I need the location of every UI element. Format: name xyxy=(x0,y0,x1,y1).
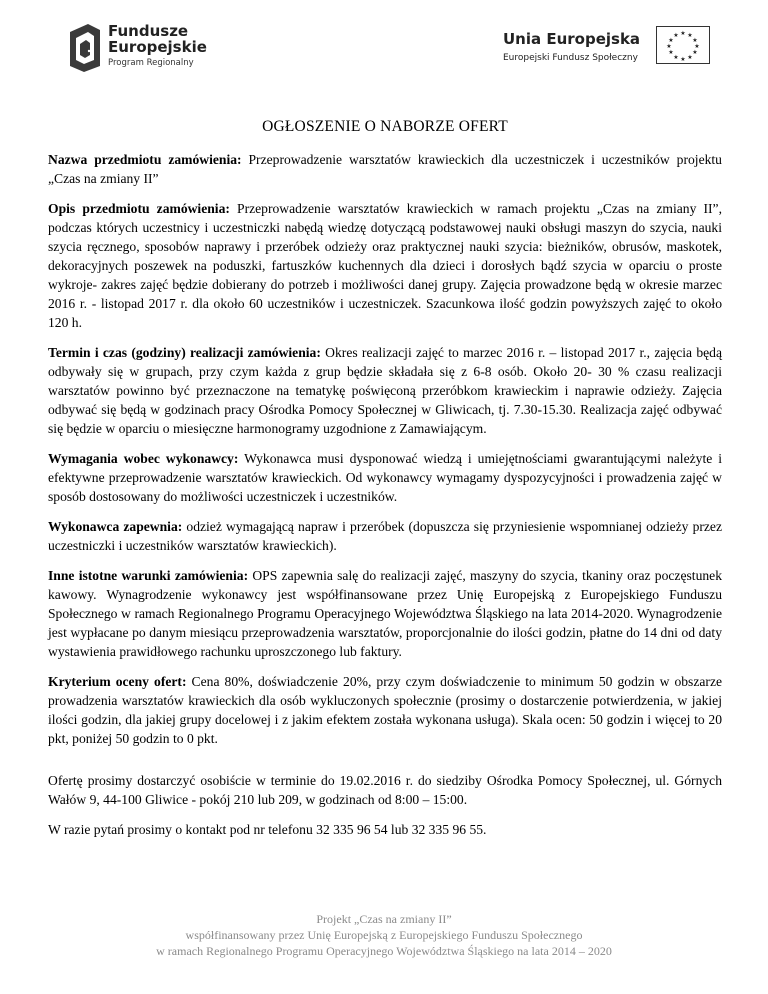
offer-paragraph: Ofertę prosimy dostarczyć osobiście w terminie do 19.02.2016 r. do siedziby Ośrodka Pomocy Społecznej, ul. Górnych Wałów 9, 44-100 Gliwice - pokój 210 lub 209, w godzinach od 8:00 – 15:00. xyxy=(48,773,722,807)
section-label: Wymagania wobec wykonawcy: xyxy=(48,451,239,466)
svg-text:★: ★ xyxy=(694,43,700,50)
section-text: Przeprowadzenie warsztatów krawieckich w ramach projektu „Czas na zmiany II”, podczas których uczestnicy i uczestniczki nabędą wiedzę dotyczącą podstawowej nauki obsługi maszyn do szycia, nauki szycia ręcznego, sposobów naprawy i przeróbek odzieży oraz praktycznej nauki szycia: bieżników, obrusów, maskotek, dekoracyjnych poszewek na poduszki, fartuszków kuchennych dla dzieci i dorosłych bądź szycia w oparciu o proste wykroje- zakres zajęć będzie dobierany do potrzeb i możliwości danej grupy. Zajęcia prowadzone będą w okresie marzec 2016 r. - listopad 2017 r. dla około 60 uczestników i uczestniczek. Szacunkowa ilość godzin powyższych zajęć to około 120 h. xyxy=(48,201,722,330)
contact-paragraph: W razie pytań prosimy o kontakt pod nr telefonu 32 335 96 54 lub 32 335 96 55. xyxy=(48,822,487,837)
section-text: Cena 80%, doświadczenie 20%, przy czym doświadczenie to minimum 50 godzin w obszarze prowadzenia warsztatów krawieckich dla osób wykluczonych społecznie (prosimy o dostarczenie potwierdzenia, w jakiej ilości godzin, dla jakiej grupy docelowej i z jakim efektem została wykonana usługa). Skala ocen: 50 godzin i więcej to 20 pkt, poniżej 50 godzin to 0 pkt. xyxy=(48,674,723,746)
page-header xyxy=(0,0,768,100)
page-title: OGŁOSZENIE O NABORZE OFERT xyxy=(262,118,508,135)
fundusze-europejskie-star-icon xyxy=(66,22,104,74)
footer-line3: w ramach Regionalnego Programu Operacyjnego Województwa Śląskiego na lata 2014 – 2020 xyxy=(156,944,612,958)
svg-text:★: ★ xyxy=(673,32,679,39)
section-text: Okres realizacji zajęć to marzec 2016 r. – listopad 2017 r., zajęcia będą odbywały się w grupach, przy czym każda z grup będzie składała się z 6-8 osób. Około 20- 30 % czasu realizacji warsztatów powinno być przeznaczone na tematykę poświęconą przeróbkom krawieckim i naprawie odzieży. Zajęcia odbywać się będą w godzinach pracy Ośrodka Pomocy Społecznej w Gliwicach, tj. 7.30-15.30. Realizacja zajęć odbywać się będzie w oparciu o miesięczne harmonogramy uzgodnione z Zamawiającym. xyxy=(48,345,722,436)
svg-text:★: ★ xyxy=(687,54,693,61)
section-text: Wykonawca musi dysponować wiedzą i umiejętnościami gwarantującymi należyte i efektywne przeprowadzenie warsztatów krawieckich. Od wykonawcy wymagamy dyspozycyjności i prowadzenia zajęć w sposób dostosowany do możliwości uczestniczek i uczestników. xyxy=(48,451,722,504)
section-label: Inne istotne warunki zamówienia: xyxy=(48,568,249,583)
section-opis xyxy=(48,199,722,332)
section-label: Opis przedmiotu zamówienia: xyxy=(48,201,230,216)
section-text: odzież wymagającą napraw i przeróbek (dopuszcza się przyniesienie wspomnianej odzieży przez uczestniczki i uczestników warsztatów krawieckich). xyxy=(48,519,722,553)
svg-text:★: ★ xyxy=(687,32,693,39)
svg-text:★: ★ xyxy=(692,37,698,44)
eu-flag-icon xyxy=(656,26,710,64)
svg-text:★: ★ xyxy=(666,43,672,50)
unia-europejska-logo xyxy=(503,30,713,80)
section-label: Nazwa przedmiotu zamówienia: xyxy=(48,152,242,167)
section-label: Wykonawca zapewnia: xyxy=(48,519,183,534)
section-inne-warunki xyxy=(48,566,722,661)
page-footer xyxy=(0,911,768,959)
section-nazwa xyxy=(48,150,722,188)
footer-line2: współfinansowany przez Unię Europejską z Europejskiego Funduszu Społecznego xyxy=(185,928,583,942)
logo-left-line2: Europejskie xyxy=(108,38,207,56)
logo-left-line1: Fundusze xyxy=(108,22,189,40)
svg-text:★: ★ xyxy=(668,49,674,56)
section-text: OPS zapewnia salę do realizacji zajęć, maszyny do szycia, tkaniny oraz poczęstunek kawowy. Wynagrodzenie wykonawcy jest współfinansowane przez Unię Europejską z Europejskiego Funduszu Społecznego w ramach Regionalnego Programu Operacyjnego Województwa Śląskiego na lata 2014-2020. Wynagrodzenie jest wypłacane po danym miesiącu przeprowadzenia warsztatów, proporcjonalnie do ilości godzin, płatne do 14 dni od daty wystawienia prawidłowego rachunku uproszczonego lub faktury. xyxy=(48,568,722,659)
footer-line1: Projekt „Czas na zmiany II” xyxy=(316,912,452,926)
fundusze-europejskie-logo xyxy=(66,20,236,76)
logo-right-line1: Unia Europejska xyxy=(503,30,641,48)
svg-text:★: ★ xyxy=(692,49,698,56)
document-body xyxy=(48,118,722,850)
section-label: Kryterium oceny ofert: xyxy=(48,674,187,689)
section-label: Termin i czas (godziny) realizacji zamówienia: xyxy=(48,345,321,360)
logo-left-line3: Program Regionalny xyxy=(108,58,194,68)
svg-text:★: ★ xyxy=(680,30,686,37)
svg-text:★: ★ xyxy=(673,54,679,61)
section-wykonawca-zapewnia xyxy=(48,517,722,555)
section-wymagania xyxy=(48,449,722,506)
section-termin xyxy=(48,343,722,438)
section-text: Przeprowadzenie warsztatów krawieckich dla uczestniczek i uczestników projektu „Czas na zmiany II” xyxy=(48,152,722,186)
svg-text:★: ★ xyxy=(680,56,686,63)
section-kryterium xyxy=(48,672,722,748)
logo-right-line2: Europejski Fundusz Społeczny xyxy=(503,53,638,63)
svg-text:★: ★ xyxy=(668,37,674,44)
